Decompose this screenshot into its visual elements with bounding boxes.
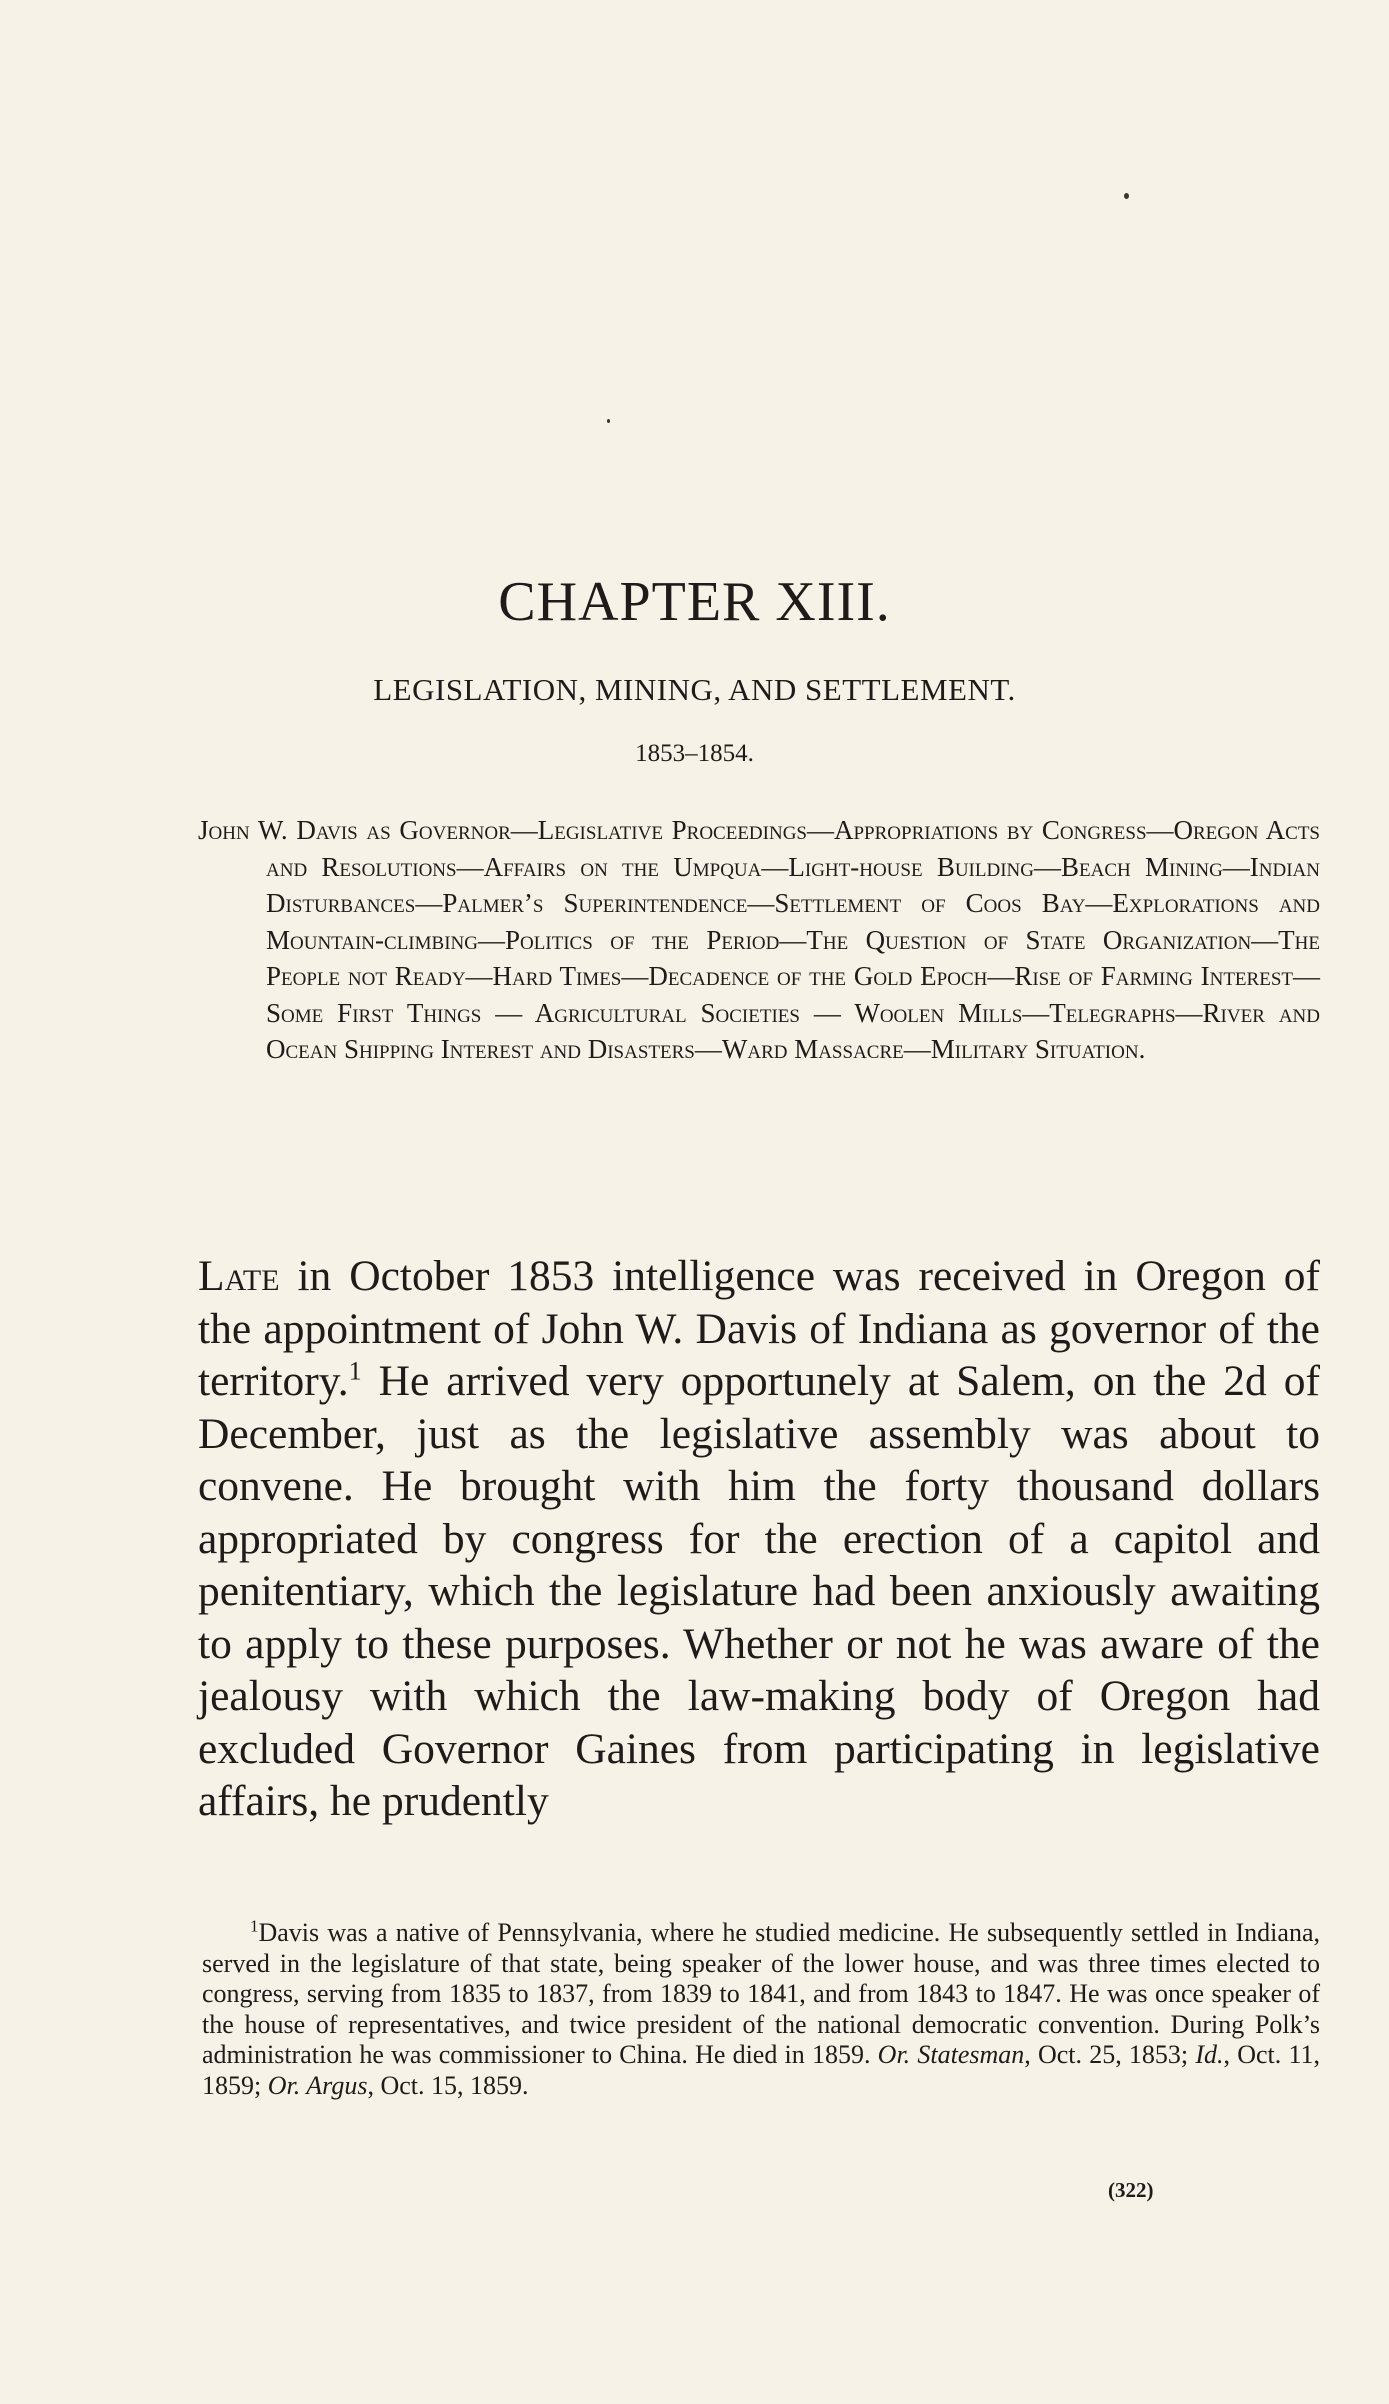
chapter-synopsis: John W. Davis as Governor—Legislative Proceedings—Appropriations by Congress—Oregon Acts and Resolutions—Affairs on the Umpqua—Light-house Building—Beach Mining—Indian Disturbances—Palmer’s Superintendence—Settlement of Coos Bay—Explorations and Mountain-climbing—Politics of the Period—The Question of State Organization—The People not Ready—Hard Times—Decadence of the Gold Epoch—Rise of Farming Interest—Some First Things — Agricultural Societies — Woolen Mills—Telegraphs—River and Ocean Shipping Interest and Disasters—Ward Massacre—Military Situation.	[198, 815, 1320, 1064]
footnote-citation-detail: , Oct. 15, 1859.	[367, 2070, 529, 2100]
chapter-title: CHAPTER XIII.	[498, 571, 891, 633]
body-text-part: He arrived very opportunely at Salem, on the 2d of December, just as the legislative assembly was about to convene. He brought with him the forty thousand dollars appropriated by congress for the erection of a capitol and penitentiary, which the legislature had been anxiously awaiting to apply to these purposes. Whether or not he was aware of the jealousy with which the law-making body of Oregon had excluded Governor Gaines from participating in legislative affairs, he prudently	[198, 1357, 1320, 1825]
footnote-marker: 1	[250, 1916, 259, 1936]
footnote-citation-detail: , Oct. 25, 1853;	[1024, 2040, 1196, 2069]
footnote-text: Davis was a native of Pennsylvania, where he studied medicine. He subsequently settled in Indiana, served in the legislature of that state, being speaker of the lower house, and was three times elected to congress, serving from 1835 to 1837, from 1839 to 1841, and from 1843 to 1847. He was once speaker of the house of representatives, and twice president of the national democratic convention. During Polk’s administration he was commissioner to China. He died in 1859.	[202, 1918, 1320, 2069]
chapter-subtitle: LEGISLATION, MINING, AND SETTLEMENT.	[373, 672, 1016, 707]
print-speck	[1124, 193, 1129, 199]
body-paragraph	[198, 1250, 1320, 1828]
footnote-citation: Or. Argus	[267, 2070, 368, 2100]
body-text-part: in October 1853 intelligence was received in Oregon of the appointment of John W. Davis of Indiana as governor of the territory.	[198, 1252, 1320, 1405]
lead-word: Late	[198, 1252, 280, 1300]
print-speck	[607, 419, 610, 423]
footnote-reference: 1	[348, 1356, 362, 1386]
footnote-citation-detail: , Oct. 11, 1859;	[202, 2040, 1320, 2100]
footnote	[202, 1918, 1320, 2101]
chapter-years: 1853–1854.	[635, 740, 754, 767]
footnote-citation: Id.	[1195, 2040, 1224, 2069]
footnote-citation: Or. Statesman	[877, 2040, 1025, 2069]
page-number: (322)	[1108, 2178, 1154, 2202]
